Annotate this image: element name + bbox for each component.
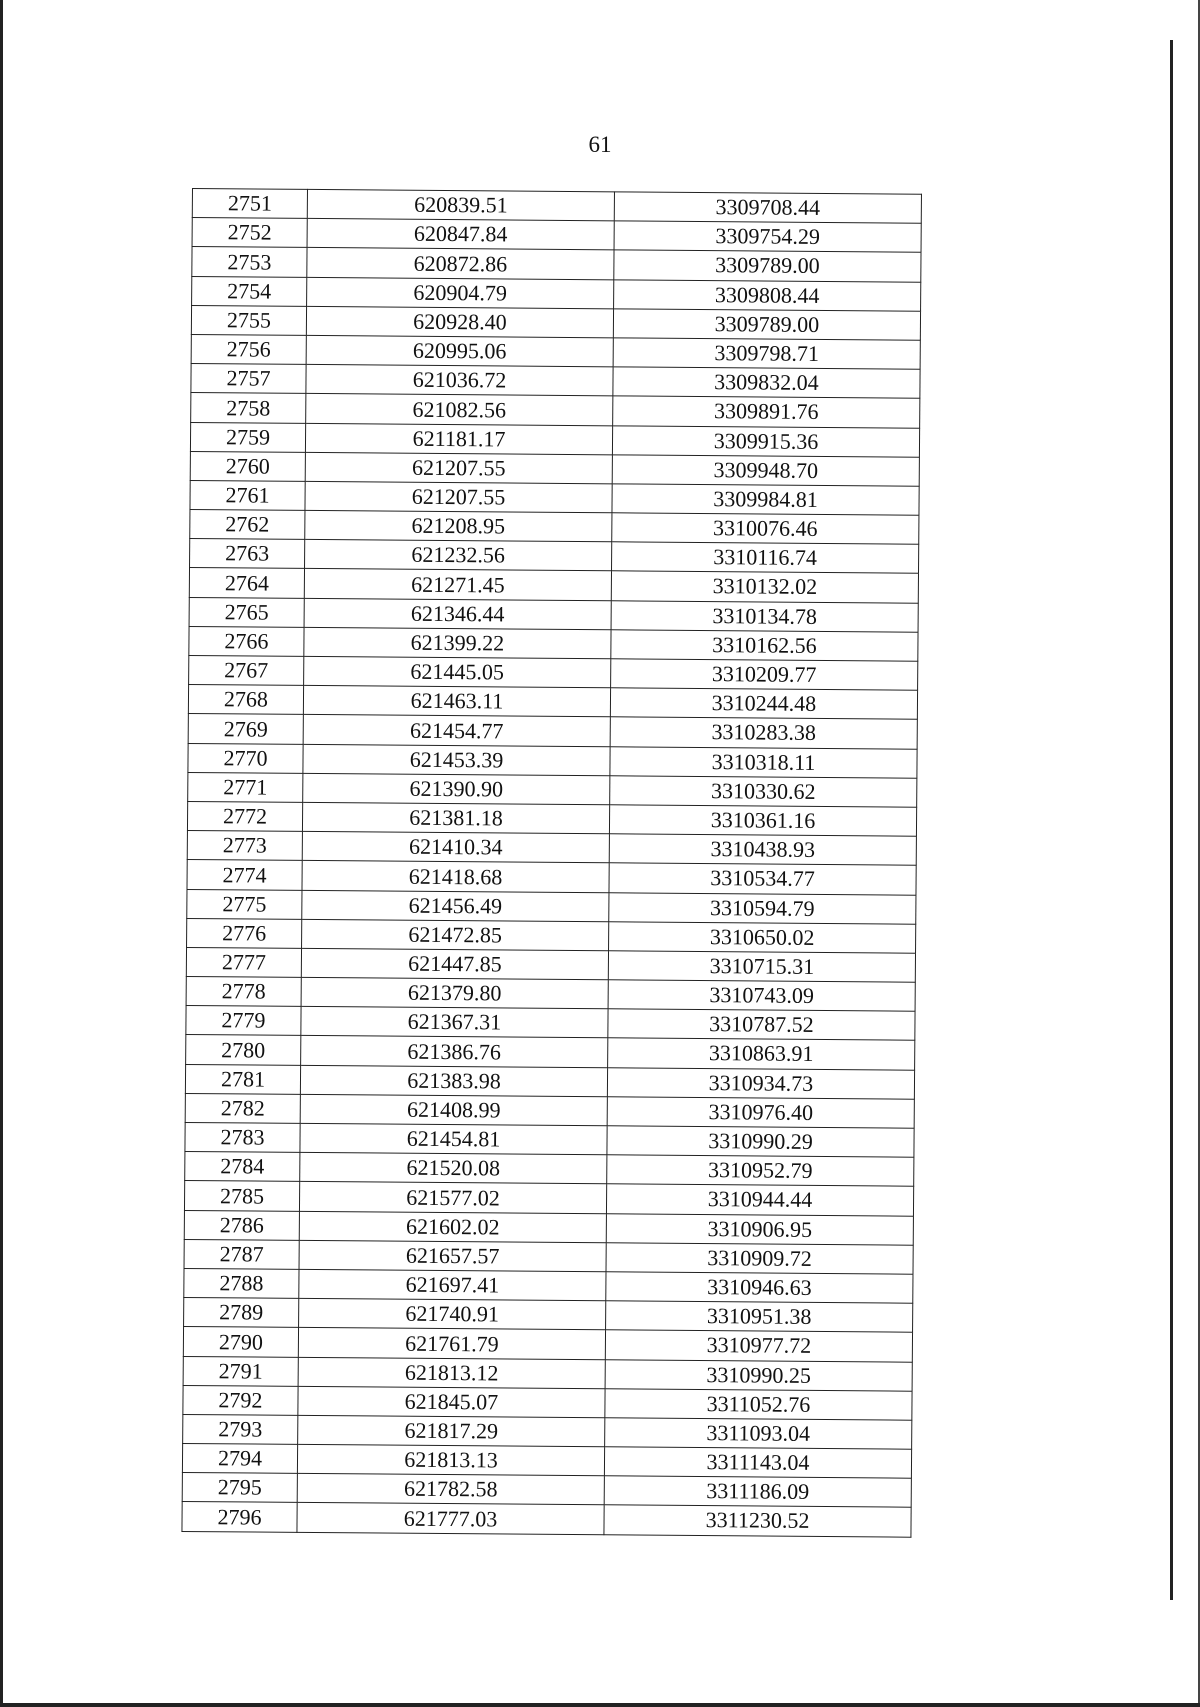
northing-cell: 3310650.02 (609, 921, 916, 953)
northing-cell: 3310594.79 (609, 892, 916, 924)
northing-cell: 3310863.91 (608, 1038, 915, 1070)
northing-cell: 3310330.62 (610, 776, 917, 808)
easting-cell: 621207.55 (305, 452, 612, 484)
point-number-cell: 2786 (184, 1210, 299, 1240)
point-number-cell: 2790 (183, 1327, 298, 1357)
easting-cell: 621383.98 (300, 1065, 607, 1097)
northing-cell: 3310076.46 (612, 513, 919, 545)
easting-cell: 621845.07 (298, 1386, 605, 1418)
northing-cell: 3310990.29 (607, 1126, 914, 1158)
point-number-cell: 2759 (190, 422, 305, 452)
northing-cell: 3310944.44 (606, 1184, 913, 1216)
northing-cell: 3309915.36 (612, 425, 919, 457)
point-number-cell: 2774 (187, 860, 302, 890)
northing-cell: 3311093.04 (605, 1418, 912, 1450)
easting-cell: 621082.56 (306, 394, 613, 426)
point-number-cell: 2775 (187, 889, 302, 919)
northing-cell: 3310318.11 (610, 746, 917, 778)
easting-cell: 621782.58 (297, 1474, 604, 1506)
northing-cell: 3311052.76 (605, 1388, 912, 1420)
point-number-cell: 2784 (185, 1152, 300, 1182)
northing-cell: 3309789.00 (613, 309, 920, 341)
easting-cell: 620872.86 (307, 248, 614, 280)
easting-cell: 621463.11 (303, 686, 610, 718)
easting-cell: 621602.02 (299, 1211, 606, 1243)
point-number-cell: 2783 (185, 1122, 300, 1152)
northing-cell: 3310952.79 (607, 1155, 914, 1187)
easting-cell: 621346.44 (304, 598, 611, 630)
point-number-cell: 2780 (186, 1035, 301, 1065)
northing-cell: 3310715.31 (608, 951, 915, 983)
easting-cell: 620928.40 (306, 306, 613, 338)
northing-cell: 3310244.48 (610, 688, 917, 720)
point-number-cell: 2767 (189, 655, 304, 685)
northing-cell: 3310787.52 (608, 1009, 915, 1041)
coordinates-table (181, 188, 922, 1537)
easting-cell: 621456.49 (302, 890, 609, 922)
northing-cell: 3310116.74 (612, 542, 919, 574)
easting-cell: 621520.08 (300, 1153, 607, 1185)
point-number-cell: 2752 (192, 218, 307, 248)
northing-cell: 3310909.72 (606, 1243, 913, 1275)
point-number-cell: 2753 (192, 247, 307, 277)
northing-cell: 3310162.56 (611, 630, 918, 662)
easting-cell: 621817.29 (298, 1415, 605, 1447)
binding-margin-line (1170, 40, 1173, 1600)
point-number-cell: 2766 (189, 626, 304, 656)
easting-cell: 621447.85 (301, 948, 608, 980)
easting-cell: 621657.57 (299, 1240, 606, 1272)
northing-cell: 3309891.76 (613, 396, 920, 428)
point-number-cell: 2794 (182, 1444, 297, 1474)
northing-cell: 3310283.38 (610, 717, 917, 749)
point-number-cell: 2757 (191, 364, 306, 394)
easting-cell: 621386.76 (301, 1036, 608, 1068)
page-number: 61 (588, 132, 612, 157)
easting-cell: 621390.90 (303, 773, 610, 805)
point-number-cell: 2793 (183, 1414, 298, 1444)
point-number-cell: 2771 (188, 772, 303, 802)
easting-cell: 621777.03 (297, 1503, 604, 1535)
point-number-cell: 2764 (189, 568, 304, 598)
point-number-cell: 2768 (188, 685, 303, 715)
easting-cell: 621813.12 (298, 1357, 605, 1389)
point-number-cell: 2787 (184, 1239, 299, 1269)
northing-cell: 3309808.44 (614, 279, 921, 311)
point-number-cell: 2754 (192, 276, 307, 306)
northing-cell: 3310976.40 (607, 1097, 914, 1129)
easting-cell: 621208.95 (305, 510, 612, 542)
point-number-cell: 2791 (183, 1356, 298, 1386)
northing-cell: 3309708.44 (614, 192, 921, 224)
point-number-cell: 2756 (191, 334, 306, 364)
easting-cell: 621454.81 (300, 1123, 607, 1155)
easting-cell: 621577.02 (299, 1182, 606, 1214)
northing-cell: 3311143.04 (604, 1447, 911, 1479)
coordinates-table-body (182, 189, 922, 1537)
northing-cell: 3310132.02 (611, 571, 918, 603)
easting-cell: 621207.55 (305, 481, 612, 513)
easting-cell: 621740.91 (299, 1298, 606, 1330)
scan-border-bottom (0, 1703, 1200, 1707)
point-number-cell: 2770 (188, 743, 303, 773)
easting-cell: 621418.68 (302, 861, 609, 893)
table-row (182, 1502, 911, 1537)
point-number-cell: 2776 (187, 918, 302, 948)
easting-cell: 621232.56 (305, 540, 612, 572)
easting-cell: 621454.77 (303, 715, 610, 747)
point-number-cell: 2792 (183, 1385, 298, 1415)
easting-cell: 621399.22 (304, 627, 611, 659)
northing-cell: 3310951.38 (606, 1301, 913, 1333)
easting-cell: 621761.79 (298, 1328, 605, 1360)
point-number-cell: 2758 (191, 393, 306, 423)
point-number-cell: 2785 (184, 1181, 299, 1211)
northing-cell: 3310209.77 (611, 659, 918, 691)
point-number-cell: 2781 (185, 1064, 300, 1094)
easting-cell: 621408.99 (300, 1094, 607, 1126)
point-number-cell: 2782 (185, 1093, 300, 1123)
northing-cell: 3310946.63 (606, 1272, 913, 1304)
easting-cell: 621445.05 (304, 656, 611, 688)
easting-cell: 621036.72 (306, 365, 613, 397)
northing-cell: 3310361.16 (609, 805, 916, 837)
northing-cell: 3310934.73 (607, 1067, 914, 1099)
point-number-cell: 2795 (182, 1473, 297, 1503)
easting-cell: 621271.45 (304, 569, 611, 601)
northing-cell: 3309832.04 (613, 367, 920, 399)
northing-cell: 3310438.93 (609, 834, 916, 866)
northing-cell: 3309984.81 (612, 484, 919, 516)
easting-cell: 620839.51 (307, 189, 614, 221)
point-number-cell: 2769 (188, 714, 303, 744)
point-number-cell: 2751 (192, 189, 307, 219)
northing-cell: 3310743.09 (608, 980, 915, 1012)
northing-cell: 3309798.71 (613, 338, 920, 370)
scan-border-left (0, 0, 3, 1707)
northing-cell: 3310906.95 (606, 1213, 913, 1245)
northing-cell: 3311186.09 (604, 1476, 911, 1508)
easting-cell: 621410.34 (302, 832, 609, 864)
point-number-cell: 2763 (190, 539, 305, 569)
northing-cell: 3309948.70 (612, 454, 919, 486)
point-number-cell: 2777 (186, 947, 301, 977)
point-number-cell: 2778 (186, 977, 301, 1007)
easting-cell: 621813.13 (297, 1444, 604, 1476)
northing-cell: 3310134.78 (611, 600, 918, 632)
easting-cell: 620904.79 (307, 277, 614, 309)
easting-cell: 620995.06 (306, 335, 613, 367)
point-number-cell: 2788 (184, 1268, 299, 1298)
northing-cell: 3311230.52 (604, 1505, 911, 1537)
easting-cell: 621367.31 (301, 1007, 608, 1039)
northing-cell: 3310990.25 (605, 1359, 912, 1391)
point-number-cell: 2789 (184, 1298, 299, 1328)
easting-cell: 621472.85 (302, 919, 609, 951)
northing-cell: 3310977.72 (605, 1330, 912, 1362)
northing-cell: 3309754.29 (614, 221, 921, 253)
point-number-cell: 2779 (186, 1006, 301, 1036)
easting-cell: 621453.39 (303, 744, 610, 776)
easting-cell: 621697.41 (299, 1269, 606, 1301)
point-number-cell: 2755 (191, 305, 306, 335)
easting-cell: 620847.84 (307, 219, 614, 251)
point-number-cell: 2760 (190, 451, 305, 481)
point-number-cell: 2761 (190, 480, 305, 510)
point-number-cell: 2773 (187, 831, 302, 861)
easting-cell: 621381.18 (302, 802, 609, 834)
point-number-cell: 2762 (190, 510, 305, 540)
easting-cell: 621379.80 (301, 977, 608, 1009)
point-number-cell: 2765 (189, 597, 304, 627)
northing-cell: 3309789.00 (614, 250, 921, 282)
point-number-cell: 2796 (182, 1502, 297, 1532)
easting-cell: 621181.17 (305, 423, 612, 455)
point-number-cell: 2772 (187, 801, 302, 831)
northing-cell: 3310534.77 (609, 863, 916, 895)
